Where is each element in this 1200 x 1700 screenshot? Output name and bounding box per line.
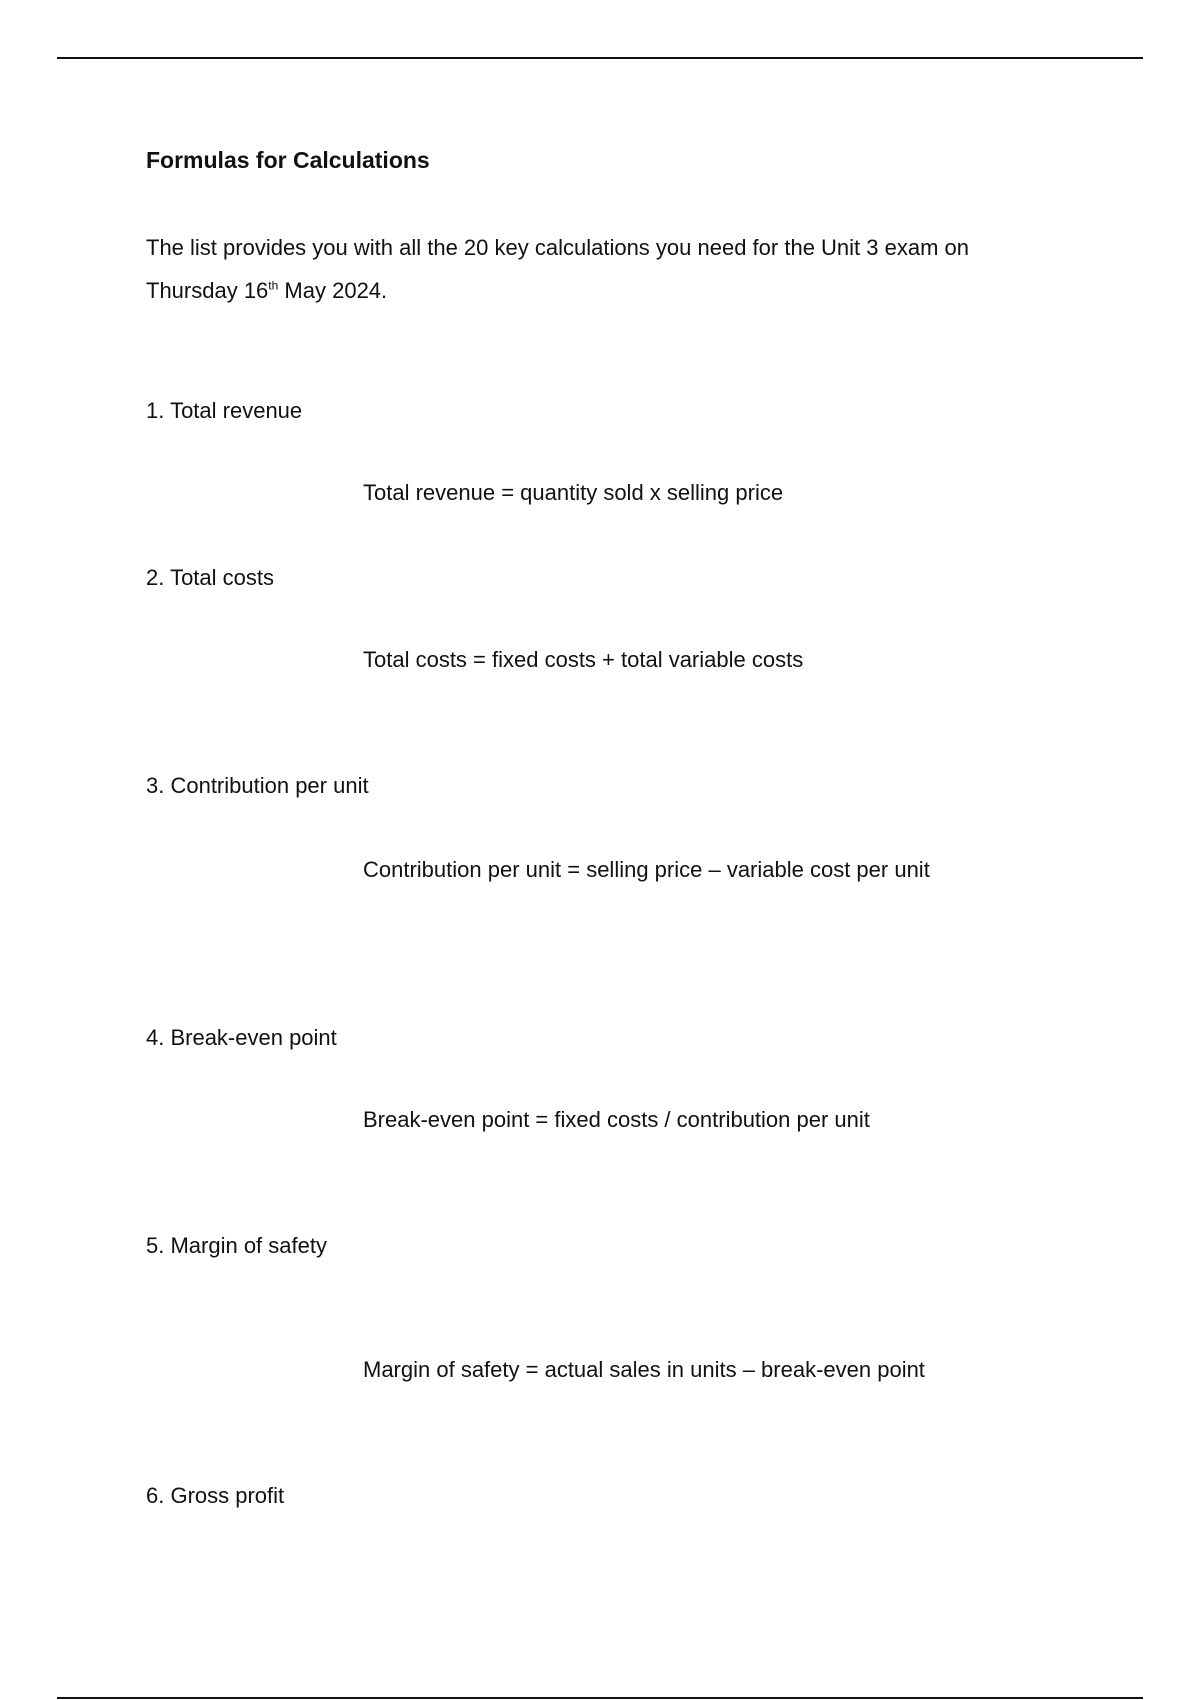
top-rule	[57, 57, 1143, 59]
formula-total-revenue: Total revenue = quantity sold x selling price	[363, 480, 784, 505]
intro-line-1: The list provides you with all the 20 key calculations you need for the Unit 3 exam on	[146, 235, 970, 260]
item-heading-total-revenue: 1. Total revenue	[146, 398, 303, 423]
item-heading-gross-profit: 6. Gross profit	[146, 1483, 285, 1508]
formula-break-even-point: Break-even point = fixed costs / contribution per unit	[363, 1107, 870, 1132]
page-title: Formulas for Calculations	[146, 147, 430, 173]
item-heading-total-costs: 2. Total costs	[146, 565, 274, 590]
formula-total-costs: Total costs = fixed costs + total variable costs	[363, 647, 804, 672]
item-heading-contribution-per-unit: 3. Contribution per unit	[146, 773, 369, 798]
ordinal-suffix: th	[268, 278, 279, 293]
intro-line-2-start: Thursday 16	[146, 278, 269, 303]
intro-paragraph	[146, 226, 1096, 312]
intro-line-2-end: May 2024.	[278, 278, 388, 303]
bottom-rule	[57, 1697, 1143, 1699]
formula-margin-of-safety: Margin of safety = actual sales in units – break-even point	[363, 1357, 925, 1382]
item-heading-break-even-point: 4. Break-even point	[146, 1025, 337, 1050]
item-heading-margin-of-safety: 5. Margin of safety	[146, 1233, 327, 1258]
formula-contribution-per-unit: Contribution per unit = selling price – variable cost per unit	[363, 857, 930, 882]
